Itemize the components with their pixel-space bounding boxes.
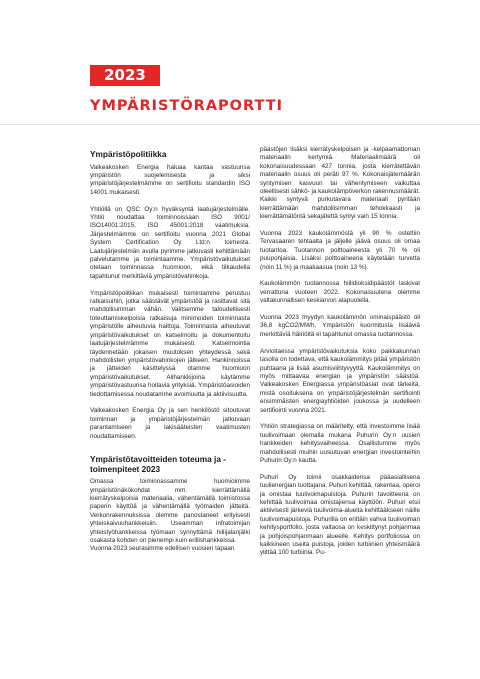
left-text-column (90, 150, 250, 562)
header-divider (0, 124, 480, 125)
paragraph: Arvioitaessa ympäristövaikutuksia koko paikkakunnan tasolla on todettava, että kaukolämmitys pitää ympäristön puhtaana ja lisää asumisviihtyvyyttä. Kaukolämmitys on myös mittaavaa energian ja ympäristön säästöä. Valkeakosken Energiassa ympäristöasiat ovat tärkeitä, mistä osoituksena on ympäristöjärjestelmän sertifiointi ensimmäisten energiayhtiöiden joukossa ja uudelleen sertifiointi vuonna 2021. (260, 347, 420, 414)
paragraph: Valkeakosken Energia haluaa kantaa vastuunsa ympäristön suojelemisesta ja siksi ympäristöjärjestelmämme on sertifioitu standardin ISO 14001 mukaisesti. (90, 163, 250, 196)
paragraph: päästöjen lisäksi kierrätyskelpoisen ja -kelpaamattoman materiaalin kertymiä. Materiaalimäärä oli kokonaisuudessaan 427 tonnia, josta kierrätettävän materiaalin osuus oli peräti 97 %. Kokonaisjätemäärän syntymisen kasvuun tai vähentymiseen vaikuttaa oleellisesti sähkö- ja kaukolämpöverkon rakennusmäärät. Kaikki syntyvä purkutavara materiaali pyritään kierrättämään mahdollisimman tehokkaasti ja kierrättämätöntä sekajätettä syntyi vain 15 tonnia. (260, 146, 420, 221)
paragraph: Valkeakosken Energia Oy ja sen henkilöstö sitoutuvat toiminnan ja ympäristöjärjestelmän jatkuvaan parantamiseen ja lakisääteisten vaatimusten noudattamiseen. (90, 407, 250, 440)
section-heading-environmental-policy: Ympäristöpolitiikka (90, 149, 167, 159)
paragraph: Yhtiöllä on QSC Oy:n hyväksyntä laatujärjestelmälle. Yhtiö noudattaa toiminnoissaan ISO 9001/ ISO14001:2015, ISO 45001:2018 vaatimuksia. Järjestelmämme on sertifioitu vuonna 2021 Global System Certification Oy Ltd:n toimesta. Laatujärjestelmän avulla pyrimme jatkuvasti kehittämään palvelutamme ja toimintaamme. Ympäristövaikutukset otetaan toiminnassa huomioon, eikä tilkaudella tapahtunut merkittäviä ympäristövahinkoja. (90, 205, 250, 280)
paragraph: Vuonna 2023 kaukolämmöstä yli 90 % ostettiin Tervasaaren tehtaalta ja jäljelle jäävä osuus oli omaa tuotantoa. Tuotannon polttoaineesta yli 70 % oli puupohjaisia. Lisäksi polttoaineena käytetään turvetta (noin 11 %) ja maakaasua (noin 13 %). (260, 230, 420, 271)
report-title: YMPÄRISTÖRAPORTTI (90, 98, 284, 114)
section-heading-environmental-goals: Ympäristötavoitteiden toteuma ja -toimenpiteet 2023 (90, 453, 226, 474)
paragraph: Omassa toiminnassamme huomioimme ympäristönäkökohdat mm. kierrättämällä kierrätyskelpoisia materiaalia, vähentämällä toimistossa paperin käyttöä ja vähentämällä työmaiden jätteitä. Verkonrakennuksissa olemme panostaneet erityisesti yhteiskaivuuhankkeisiin. Useamman infratoimijan yhteistyöhankkeissa työmaan synnyttämä hiilijalanjälki osakasta kohden on pienempi kuin erillishankkeissa. (90, 478, 250, 544)
paragraph: Puhuri Oy toimii osakkaidensa pääasiallisena tuulienergian tuottajana. Puhuri kehittää, rakentaa, operoi ja omistaa tuulivoimapuistoja. Puhurin tavoitteena on kehittää tuulivoimaa omistajiensa käyttöön. Puhuri etsii aktiivisesti järkeviä tuulivoima-alueita kehittääkseen näille tuulivoimapuistoja. Puhurilla on erittäin vahva tuulivoiman kehitysportfolio, josta valtaosa on keskittynyt pohjanmaa ja pohjoispohjanmaan alueelle. Kehitys portfoliossa on kaikkineen useita puistoja, joiden turbiinien yhteismäärä ylittää 100 turbiinia. Pu- (260, 473, 420, 557)
year-badge: 2023 (90, 65, 160, 86)
right-text-column (260, 146, 420, 566)
paragraph: Vuonna 2023 seurasimme edellisen vuosien tapaan (90, 545, 235, 553)
paragraph: Yhtiön strategiassa on määritelty, että investoimme lisää tuulivoimaan olemalla mukana Puhurin Oy:n uusien hankkeiden kehitysvaiheessa. Osallistumme myös mahdollisesti muihin uusiutuvan energian investointeihin Puhurin Oy:n kautta. (260, 423, 420, 464)
paragraph: Ympäristöpolitiikan mukaisesti toimintamme perustuu ratkaisuihin, jotka säästävät ympäristöä ja rasittavat sitä mahdollisimman vähän. Valitsemme taloudellisesti toteuttamiskelpoisia ratkaisuja minimoiden toiminnasta ympäristölle aiheutuvia haittoja. Toiminnasta aiheutuvat ympäristövaikutukset on katselmoitu ja dokumentoitu laatujärjestelmämme mukaisesti. Katselmointia täydennetään jokaisen muutoksen yhteydessä sekä mahdollisten ympäristövahinkojen jälkeen. Hankinnoissa ja jätteiden käsittelyssä otamme huomioon ympäristövaikutukset. Alihankkijoina käytämme ympäristövastuunsa hoitavia yrityksiä. Ympäristöasioiden tiedottamisessa noudatamme avoimuutta ja aktiivisuutta. (90, 289, 250, 398)
paragraph: Vuonna 2023 myydyn kaukolämmön ominaispäästö oli 36,8 kgCO2/MWh. Ympäristön kuormitusta lisääviä merkittäviä häiriöitä ei tapahtunut omassa tuotannossa. (260, 314, 420, 338)
paragraph: Kaukolämmön tuotannossa hiilidioksidipäästöt laskivat verrattuna vuoteen 2022. Kokonaisuutena olemme valtakunnallisen keskiarvon alapuolella. (260, 280, 420, 305)
